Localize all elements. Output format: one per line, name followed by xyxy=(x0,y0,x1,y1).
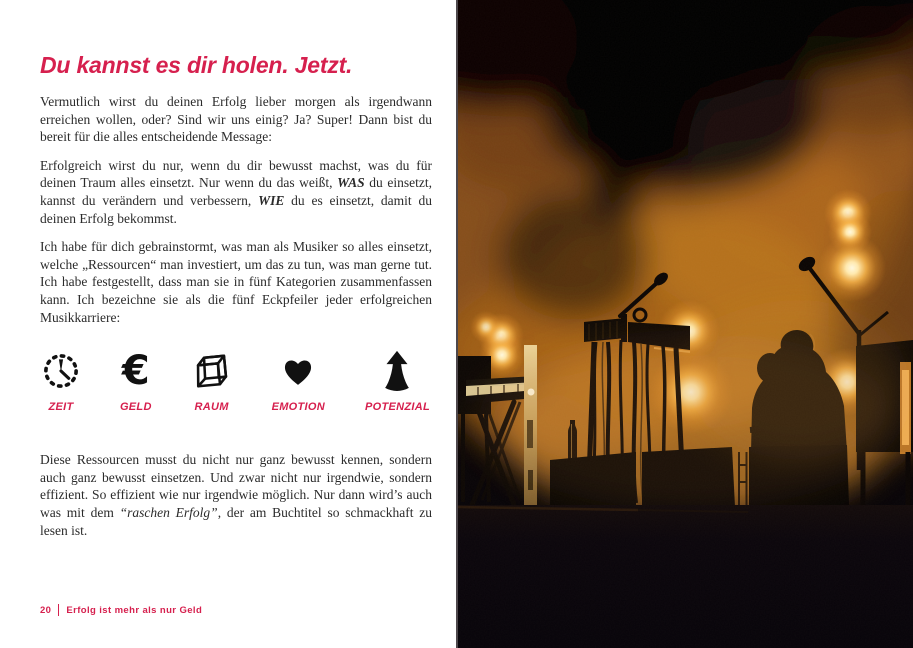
page-number: 20 xyxy=(40,604,52,616)
footer-separator xyxy=(58,604,59,616)
paragraph-intro: Vermutlich wirst du deinen Erfolg lieber morgen als irgendwann erreichen wollen, oder? Sind wir uns einig? Ja? Super! Dann bist du bereit für die alles entscheidende Message: xyxy=(40,94,432,145)
euro-icon: € xyxy=(121,348,150,395)
resource-raum xyxy=(192,350,232,413)
concert-photo xyxy=(458,0,913,648)
resource-label: GELD xyxy=(119,401,152,414)
grain-overlay xyxy=(458,0,913,648)
resource-potenzial xyxy=(365,350,430,413)
resource-label: EMOTION xyxy=(271,401,326,414)
paragraph-resources: Ich habe für dich gebrainstormt, was man als Musiker so alles einsetzt, welche „Ressourcen“ man investiert, um das zu tun, was man gerne tut. Ich habe festgestellt, dass man sie in fünf Kategorien zusammenfassen kann. Ich bezeichne sie als die fünf Eckpfeiler jeder erfolgreichen Musikkarriere: xyxy=(40,239,432,325)
cube-icon xyxy=(192,350,232,392)
text-column xyxy=(40,93,432,550)
clock-icon xyxy=(42,350,80,392)
page-footer xyxy=(40,604,202,616)
resource-label: POTENZIAL xyxy=(364,401,430,414)
resource-label: RAUM xyxy=(194,401,229,414)
resource-icon-row xyxy=(42,350,430,413)
resource-emotion xyxy=(272,350,325,413)
resource-geld xyxy=(120,350,152,413)
page-title: Du kannst es dir holen. Jetzt. xyxy=(40,52,353,78)
heart-icon xyxy=(280,350,316,392)
resource-zeit xyxy=(42,350,80,413)
text-page xyxy=(0,0,456,648)
arrow-up-icon xyxy=(378,350,416,392)
resource-label: ZEIT xyxy=(48,401,74,414)
photo-page xyxy=(456,0,913,648)
paragraph-message: Erfolgreich wirst du nur, wenn du dir bewusst machst, was du für deinen Traum alles einsetzt. Nur wenn du das weißt, WAS du einsetzt, kannst du verändern und verbessern, WIE du es einsetzt, damit du deinen Erfolg bekommst. xyxy=(40,157,432,226)
paragraph-closing: Diese Ressourcen musst du nicht nur ganz bewusst kennen, sondern auch ganz bewusst einsetzen. Und zwar nicht nur irgendwie, sondern effizient. So effizient wie nur irgendwie möglich. Nur dann wird’s auch was mit dem “raschen Erfolg”, der am Buchtitel so schmackhaft zu lesen ist. xyxy=(40,452,433,538)
footer-chapter-title: Erfolg ist mehr als nur Geld xyxy=(66,604,203,616)
